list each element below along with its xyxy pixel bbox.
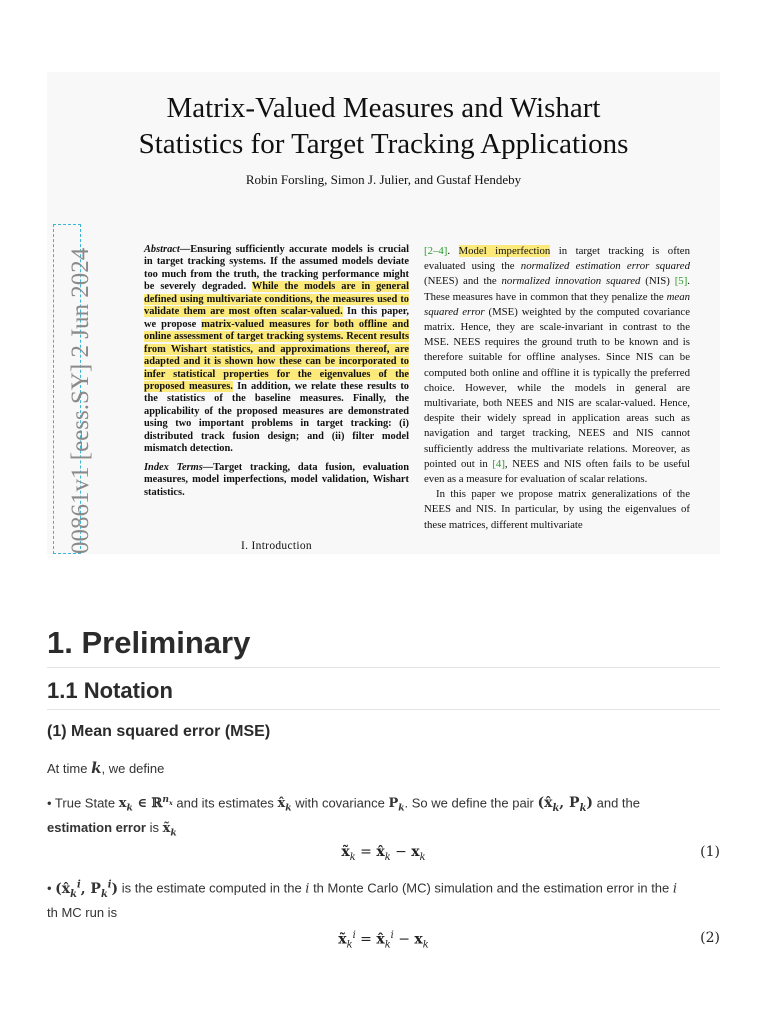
subsection-heading: 1.1 Notation bbox=[47, 678, 720, 710]
paper-right-column bbox=[424, 244, 690, 554]
text: , we define bbox=[101, 761, 165, 776]
intro-text: normalized estimation error squared bbox=[520, 260, 690, 273]
text: is bbox=[145, 820, 163, 836]
bold-term: estimation error bbox=[47, 820, 146, 836]
math-xk: $x_k$ ∈ ℝ$^{n_x}$ bbox=[118, 794, 173, 814]
equation-1-expr: $x̃_k$ = $x̂_k - x_k$ bbox=[341, 844, 426, 863]
intro-text: (NEES) and the bbox=[424, 275, 502, 288]
math-pair: ($x̂_k$, $P_k$) bbox=[537, 795, 593, 815]
citation-link[interactable]: [2–4] bbox=[424, 245, 448, 257]
equation-2-expr: $x̃_k^i$ = $x̂_k^i - x_k$ bbox=[338, 930, 429, 951]
text: • True State bbox=[47, 795, 119, 811]
intro-text: (NIS) bbox=[640, 275, 675, 288]
paper-authors: Robin Forsling, Simon J. Julier, and Gustaf Hendeby bbox=[245, 172, 522, 187]
intro-heading: I. Introduction bbox=[241, 540, 312, 552]
paper-title bbox=[47, 90, 720, 162]
abstract-highlight-2: matrix-valued measures for both offline and online assessment of target tracking systems. Recent results from Wishart statistics, and approximations thereof, are adapted and it is shown how these can be incorporated to infer statistical properties for the eigenvalues of the proposed measures. bbox=[144, 318, 409, 392]
math-xtilde: $x̃_k$ bbox=[162, 821, 177, 839]
intro-text: (MSE) weighted by the computed covariance matrix. Hence, they are scale-invariant in contrast to the MSE. NEES requires the ground truth to be known and is therefore suitable for offline analyses. Since NIS can be computed both online and offline it is typically the preferred choice. However, while the models in general are multivariate, both NEES and NIS are scalar-valued. Hence, despite their widely spread in application areas such as navigation and target tracking, NEES and NIS cannot sufficiently address the multivariate relations. Moreover, as pointed out in bbox=[424, 305, 690, 470]
text: th Monte Carlo (MC) simulation and the estimation error in the bbox=[309, 880, 673, 896]
section-heading: 1. Preliminary bbox=[47, 625, 720, 668]
text: • bbox=[47, 880, 56, 896]
abstract-text: In addition, we relate these results to the statistics of the baseline measures. Finally, the applicability of the proposed measures are demonstrated using two important problems in target tracking: (i) distributed track fusion design; and (ii) filter model mismatch detection. bbox=[144, 380, 410, 455]
abstract-text: In this paper, we propose bbox=[144, 306, 409, 330]
bullet-true-state bbox=[47, 790, 720, 843]
text: . So we define the pair bbox=[404, 795, 538, 811]
highlight-model-imperfection: Model imperfection bbox=[458, 245, 551, 257]
text: with covariance bbox=[291, 795, 389, 811]
equation-2-number: (2) bbox=[700, 930, 720, 946]
text: is the estimate computed in the bbox=[118, 880, 306, 896]
index-terms-text: —Target tracking, data fusion, evaluation measures, model imperfections, model validation, Wishart statistics. bbox=[144, 461, 409, 498]
citation-link[interactable]: [4] bbox=[492, 457, 505, 470]
math-Pk: $P_k$ bbox=[388, 796, 405, 814]
paper-preview-image bbox=[47, 72, 720, 554]
intro-text: . These measures have in common that they penalize the bbox=[424, 275, 690, 303]
paper-abstract bbox=[144, 244, 409, 499]
math-mc-pair: ($x̂_k^i$, $P_k^i$) bbox=[55, 879, 119, 900]
intro-paragraph-1: [2–4]. Model imperfection in target tracking is often evaluated using the normalized estimation error squared (NEES) and the normalized innovation squared (NIS) [5]. These measures have in common that they penalize the mean squared error (MSE) weighted by the computed covariance matrix. Hence, they are scale-invariant in contrast to the MSE. NEES requires the ground truth to be known and is therefore suitable for offline analyses. Since NIS can be computed both online and offline it is typically the preferred choice. However, while the models in general are multivariate, both NEES and NIS are scalar-valued. Hence, despite their widely spread in application areas such as navigation and target tracking, NEES and NIS cannot sufficiently address the multivariate relations. Moreover, as pointed out in [4], NEES and NIS often fails to be useful even as a measure for evaluation of scalar relations. bbox=[424, 245, 690, 486]
math-i: i bbox=[672, 881, 678, 897]
text: and the bbox=[593, 795, 640, 811]
subsubsection-heading: (1) Mean squared error (MSE) bbox=[47, 723, 271, 740]
abstract-label: Abstract bbox=[144, 244, 180, 255]
citation-link[interactable]: [5] bbox=[674, 275, 688, 288]
paper-title-line1: Matrix-Valued Measures and Wishart bbox=[166, 92, 601, 124]
intro-text: in target tracking is often evaluated using the bbox=[424, 245, 690, 273]
intro-paragraph-2: In this paper we propose matrix generalizations of the NEES and NIS. In particular, by using the eigenvalues of these matrices, different multivariate bbox=[424, 488, 690, 531]
math-k: k bbox=[91, 759, 102, 777]
text: At time bbox=[47, 761, 92, 776]
paper-title-line2: Statistics for Target Tracking Applications bbox=[138, 128, 629, 160]
index-terms bbox=[144, 462, 409, 499]
intro-text: , NEES and NIS often fails to be useful even as a measure for evaluation of scalar relations. bbox=[424, 457, 690, 486]
abstract-highlight-1: While the models are in general defined using multivariate conditions, the measures used to validate them are most often scalar-valued. bbox=[144, 281, 409, 318]
abstract-text: —Ensuring sufficiently accurate models is crucial in target tracking systems. If the assumed models deviate too much from the truth, the tracking performance might be severely degraded. bbox=[144, 244, 409, 293]
equation-1-number: (1) bbox=[700, 844, 720, 860]
index-terms-label: Index Terms bbox=[144, 461, 203, 473]
intro-text: mean squared error bbox=[424, 290, 690, 318]
math-xhat: $x̂_k$ bbox=[277, 796, 292, 814]
text: th MC run is bbox=[47, 905, 118, 921]
intro-text: normalized innovation squared bbox=[501, 275, 641, 288]
arxiv-stamp: 00861v1 [eess.SY] 2 Jun 2024 bbox=[67, 247, 94, 554]
math-i: i bbox=[305, 881, 310, 897]
text-line-time bbox=[47, 759, 720, 778]
bullet-mc-estimate bbox=[47, 875, 720, 922]
text: and its estimates bbox=[172, 795, 278, 811]
